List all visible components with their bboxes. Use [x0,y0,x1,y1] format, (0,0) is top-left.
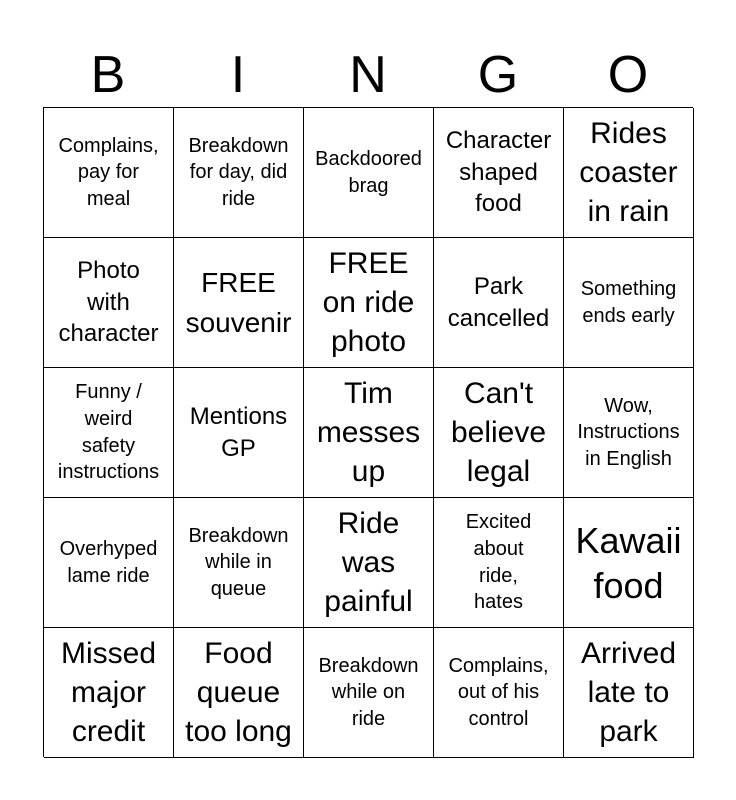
cell-text: Food queue too long [185,637,292,748]
cell-text: Funny / weird safety instructions [57,381,160,484]
bingo-cell-r5-c2[interactable] [174,628,304,758]
bingo-cell-r4-c2[interactable] [174,498,304,628]
cell-text: Mentions GP [189,402,288,462]
header-letter-g: G [477,46,519,104]
cell-text: Tim messes up [316,377,421,488]
bingo-cell-r4-c3[interactable] [304,498,434,628]
cell-text: Something ends early [580,277,677,327]
bingo-cell-r2-c1[interactable] [44,238,174,368]
bingo-cell-r4-c4[interactable] [434,498,564,628]
cell-text: Wow, Instructions in English [577,394,680,470]
cell-text: Ride was painful [324,507,413,618]
bingo-cell-r3-c5[interactable] [564,368,694,498]
cell-text: Park cancelled [447,272,550,332]
bingo-grid [43,107,693,757]
bingo-cell-r2-c2[interactable] [174,238,304,368]
bingo-cell-r2-c5[interactable] [564,238,694,368]
bingo-cell-r5-c5[interactable] [564,628,694,758]
cell-text: Character shaped food [445,126,552,218]
header-letter-o: O [607,46,649,104]
cell-text: Breakdown for day, did ride [188,134,289,210]
bingo-cell-r5-c4[interactable] [434,628,564,758]
cell-text: Can't believe legal [450,377,547,488]
bingo-cell-r3-c2[interactable] [174,368,304,498]
header-letter-b: B [90,46,126,104]
bingo-cell-r4-c5[interactable] [564,498,694,628]
bingo-cell-r1-c1[interactable] [44,108,174,238]
cell-text: Backdoored brag [315,147,422,197]
cell-text: Breakdown while on ride [318,654,419,730]
bingo-cell-r3-c3[interactable] [304,368,434,498]
cell-text: FREE souvenir [185,267,292,338]
bingo-cell-r1-c4[interactable] [434,108,564,238]
cell-text: Excited about ride, hates [465,511,532,614]
cell-text: Rides coaster in rain [579,117,678,228]
cell-text: Arrived late to park [580,637,677,748]
bingo-header [43,44,693,106]
cell-text: FREE on ride photo [322,247,415,358]
cell-text: Photo with character [58,256,159,348]
cell-text: Breakdown while in queue [188,524,289,600]
bingo-cell-r1-c5[interactable] [564,108,694,238]
cell-text: Complains, pay for meal [58,134,159,210]
bingo-cell-r1-c2[interactable] [174,108,304,238]
bingo-cell-r1-c3[interactable] [304,108,434,238]
bingo-cell-r5-c1[interactable] [44,628,174,758]
cell-text: Kawaii food [575,519,682,606]
header-letter-n: N [349,46,387,104]
bingo-cell-r2-c3[interactable] [304,238,434,368]
bingo-cell-r3-c1[interactable] [44,368,174,498]
cell-text: Missed major credit [60,637,157,748]
header-letter-i: I [230,46,246,104]
cell-text: Overhyped lame ride [59,537,158,587]
bingo-cell-r3-c4[interactable] [434,368,564,498]
bingo-cell-r2-c4[interactable] [434,238,564,368]
bingo-cell-r5-c3[interactable] [304,628,434,758]
bingo-cell-r4-c1[interactable] [44,498,174,628]
cell-text: Complains, out of his control [448,654,549,730]
